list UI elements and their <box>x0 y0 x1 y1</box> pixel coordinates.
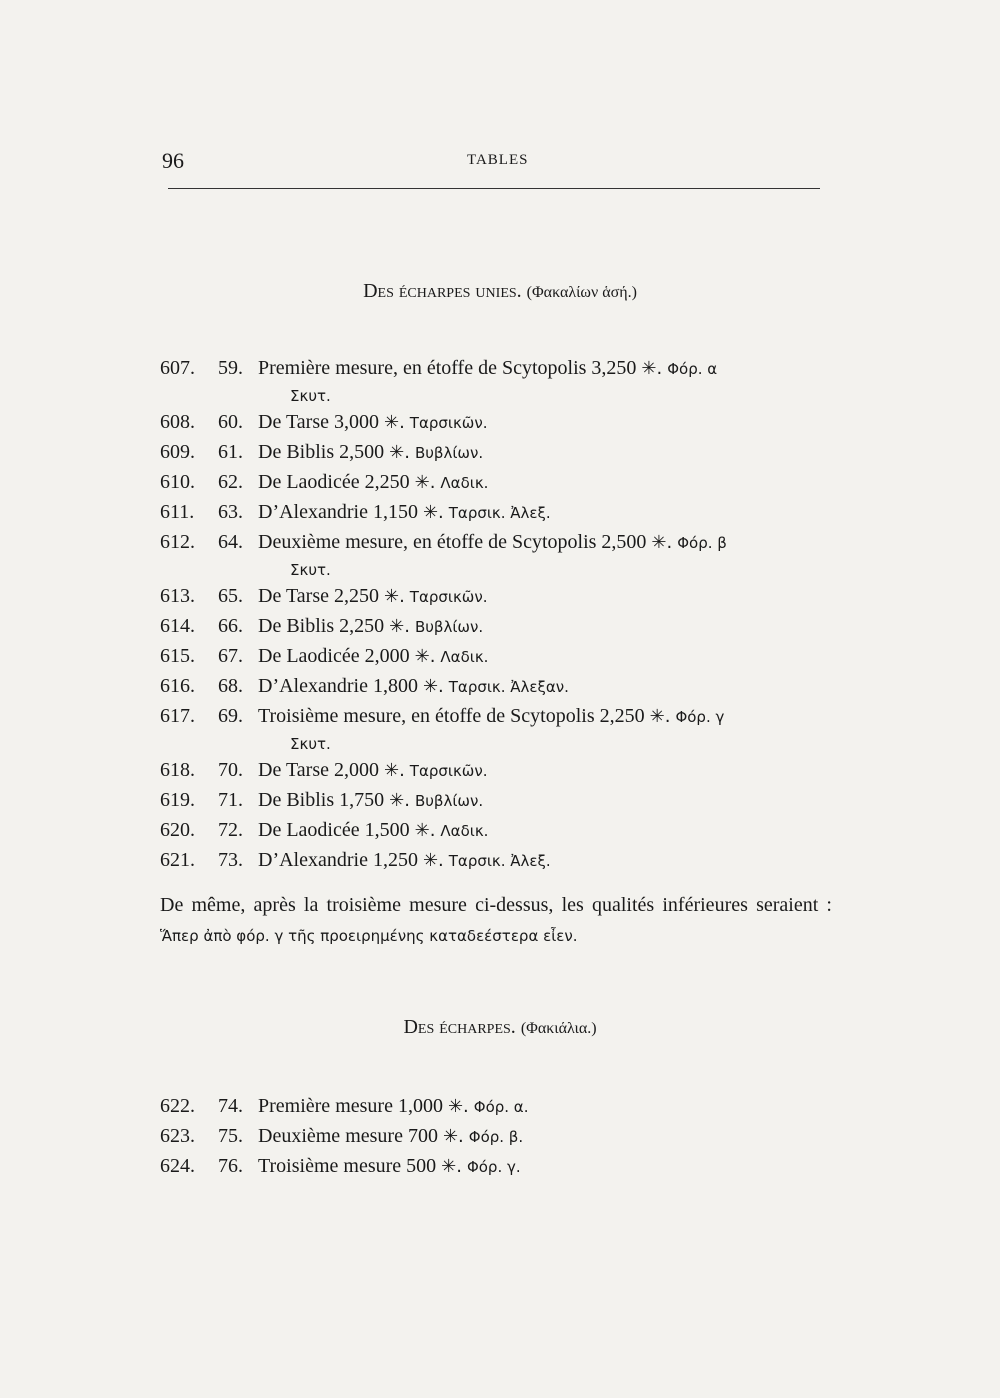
unit-mark-icon: ✳. <box>447 1096 469 1117</box>
entry-text: Troisième mesure 500 <box>258 1155 437 1177</box>
entry-greek: Λαδικ. <box>440 822 489 840</box>
entry-greek: Φόρ. β. <box>468 1128 524 1146</box>
entry-number: 611. <box>160 501 195 523</box>
unit-mark-icon: ✳. <box>651 532 673 553</box>
note-greek: Ἅπερ ἀπὸ φόρ. γ τῆς προειρημένης καταδεέστερα εἶεν. <box>160 927 578 945</box>
entry-text: D’Alexandrie 1,150 <box>258 501 418 523</box>
entry-greek: Ταρσικ. Ἀλεξ. <box>448 504 551 522</box>
running-head: TABLES <box>467 152 529 168</box>
entry-subnumber: 64. <box>218 531 243 553</box>
entry-622 <box>160 1092 840 1122</box>
header-rule <box>168 188 820 189</box>
section-title-echarpes <box>0 1016 1000 1039</box>
unit-mark-icon: ✳. <box>383 412 405 433</box>
entry-subnumber: 62. <box>218 471 243 493</box>
entry-621 <box>160 846 840 876</box>
entry-subnumber: 73. <box>218 849 243 871</box>
entry-greek: Ταρσικ. Ἀλεξαν. <box>448 678 569 696</box>
entry-greek: Λαδικ. <box>440 474 489 492</box>
entry-subnumber: 60. <box>218 411 243 433</box>
entry-615 <box>160 642 840 672</box>
unit-mark-icon: ✳. <box>414 472 436 493</box>
entry-620 <box>160 816 840 846</box>
unit-mark-icon: ✳. <box>389 790 410 811</box>
section-title-unies <box>0 280 1000 303</box>
section-title-greek: (Φακαλίων ἁσή.) <box>526 284 637 301</box>
entry-number: 616. <box>160 675 195 697</box>
entry-subnumber: 61. <box>218 441 243 463</box>
entry-text: Première mesure 1,000 <box>258 1095 443 1117</box>
unit-mark-icon: ✳. <box>422 502 444 523</box>
unit-mark-icon: ✳. <box>414 820 436 841</box>
entry-greek: Φόρ. γ <box>675 708 725 726</box>
unit-mark-icon: ✳. <box>422 676 444 697</box>
entry-number: 614. <box>160 615 195 637</box>
entry-text: D’Alexandrie 1,250 <box>258 849 418 871</box>
unit-mark-icon: ✳. <box>389 616 410 637</box>
entry-text: D’Alexandrie 1,800 <box>258 675 418 697</box>
entry-greek: Βυβλίων. <box>414 618 484 636</box>
entry-greek: Φόρ. β <box>677 534 727 552</box>
entry-greek: Λαδικ. <box>440 648 489 666</box>
entry-greek: Φόρ. γ. <box>466 1158 521 1176</box>
entry-number: 612. <box>160 531 195 553</box>
entry-number: 618. <box>160 759 195 781</box>
entry-number: 620. <box>160 819 195 841</box>
entry-text: Deuxième mesure 700 <box>258 1125 438 1147</box>
entry-greek: Ταρσικῶν. <box>409 414 488 432</box>
entry-continuation: Σκυτ. <box>290 735 331 753</box>
entry-text: De Biblis 1,750 <box>258 789 385 811</box>
entry-subnumber: 68. <box>218 675 243 697</box>
entry-text: Troisième mesure, en étoffe de Scytopolis 2,250 <box>258 705 645 727</box>
entry-greek: Ταρσικῶν. <box>409 588 488 606</box>
entry-number: 621. <box>160 849 195 871</box>
unit-mark-icon: ✳. <box>383 586 405 607</box>
entry-subnumber: 67. <box>218 645 243 667</box>
entry-text: De Laodicée 1,500 <box>258 819 410 841</box>
entry-number: 623. <box>160 1125 195 1147</box>
entry-subnumber: 72. <box>218 819 243 841</box>
note-text: De même, après la troisième mesure ci-dessus, les qualités inférieures seraient : <box>160 894 832 916</box>
entry-text: De Tarse 2,000 <box>258 759 379 781</box>
entry-613 <box>160 582 840 612</box>
entry-614 <box>160 612 840 642</box>
entry-greek: Φόρ. α. <box>473 1098 529 1116</box>
unit-mark-icon: ✳. <box>441 1156 462 1177</box>
entry-number: 607. <box>160 357 195 379</box>
unit-mark-icon: ✳. <box>442 1126 464 1147</box>
entry-subnumber: 69. <box>218 705 243 727</box>
entry-612 <box>160 528 840 558</box>
entry-subnumber: 65. <box>218 585 243 607</box>
entry-number: 619. <box>160 789 195 811</box>
entry-greek: Ταρσικ. Ἀλεξ. <box>448 852 551 870</box>
entry-greek: Βυβλίων. <box>414 792 484 810</box>
unit-mark-icon: ✳. <box>641 358 663 379</box>
entry-number: 617. <box>160 705 195 727</box>
entry-subnumber: 75. <box>218 1125 243 1147</box>
entry-number: 608. <box>160 411 195 433</box>
entry-text: De Laodicée 2,000 <box>258 645 410 667</box>
entry-continuation: Σκυτ. <box>290 387 331 405</box>
unit-mark-icon: ✳. <box>383 760 405 781</box>
entry-text: De Tarse 2,250 <box>258 585 379 607</box>
entry-608 <box>160 408 840 438</box>
entry-subnumber: 71. <box>218 789 243 811</box>
entry-greek: Φόρ. α <box>667 360 718 378</box>
entry-611 <box>160 498 840 528</box>
page-header <box>162 148 822 188</box>
entry-609 <box>160 438 840 468</box>
entry-continuation: Σκυτ. <box>290 561 331 579</box>
entry-610 <box>160 468 840 498</box>
entry-subnumber: 70. <box>218 759 243 781</box>
entry-subnumber: 76. <box>218 1155 243 1177</box>
entry-number: 622. <box>160 1095 195 1117</box>
unit-mark-icon: ✳. <box>422 850 444 871</box>
entry-number: 624. <box>160 1155 195 1177</box>
entry-618 <box>160 756 840 786</box>
entry-number: 615. <box>160 645 195 667</box>
entries-list-unies <box>160 354 840 876</box>
entry-subnumber: 74. <box>218 1095 243 1117</box>
entry-number: 613. <box>160 585 195 607</box>
entry-624 <box>160 1152 840 1182</box>
entry-623 <box>160 1122 840 1152</box>
entry-text: De Biblis 2,250 <box>258 615 385 637</box>
entry-text: De Tarse 3,000 <box>258 411 379 433</box>
entry-subnumber: 63. <box>218 501 243 523</box>
entry-616 <box>160 672 840 702</box>
unit-mark-icon: ✳. <box>414 646 436 667</box>
entry-617 <box>160 702 840 732</box>
entry-text: De Biblis 2,500 <box>258 441 385 463</box>
entry-number: 610. <box>160 471 195 493</box>
entry-text: De Laodicée 2,250 <box>258 471 410 493</box>
entries-list-echarpes <box>160 1092 840 1182</box>
section-title-greek: (Φακιάλια.) <box>520 1020 597 1037</box>
page-number: 96 <box>162 148 184 173</box>
section-title-text: Des écharpes unies. <box>363 280 522 302</box>
section-title-text: Des écharpes. <box>403 1016 516 1038</box>
note-paragraph <box>160 890 832 951</box>
entry-subnumber: 66. <box>218 615 243 637</box>
entry-619 <box>160 786 840 816</box>
entry-text: Première mesure, en étoffe de Scytopolis 3,250 <box>258 357 637 379</box>
entry-greek: Ταρσικῶν. <box>409 762 488 780</box>
entry-number: 609. <box>160 441 195 463</box>
unit-mark-icon: ✳. <box>389 442 410 463</box>
entry-greek: Βυβλίων. <box>414 444 484 462</box>
unit-mark-icon: ✳. <box>649 706 671 727</box>
entry-subnumber: 59. <box>218 357 243 379</box>
entry-607 <box>160 354 840 384</box>
entry-text: Deuxième mesure, en étoffe de Scytopolis 2,500 <box>258 531 647 553</box>
